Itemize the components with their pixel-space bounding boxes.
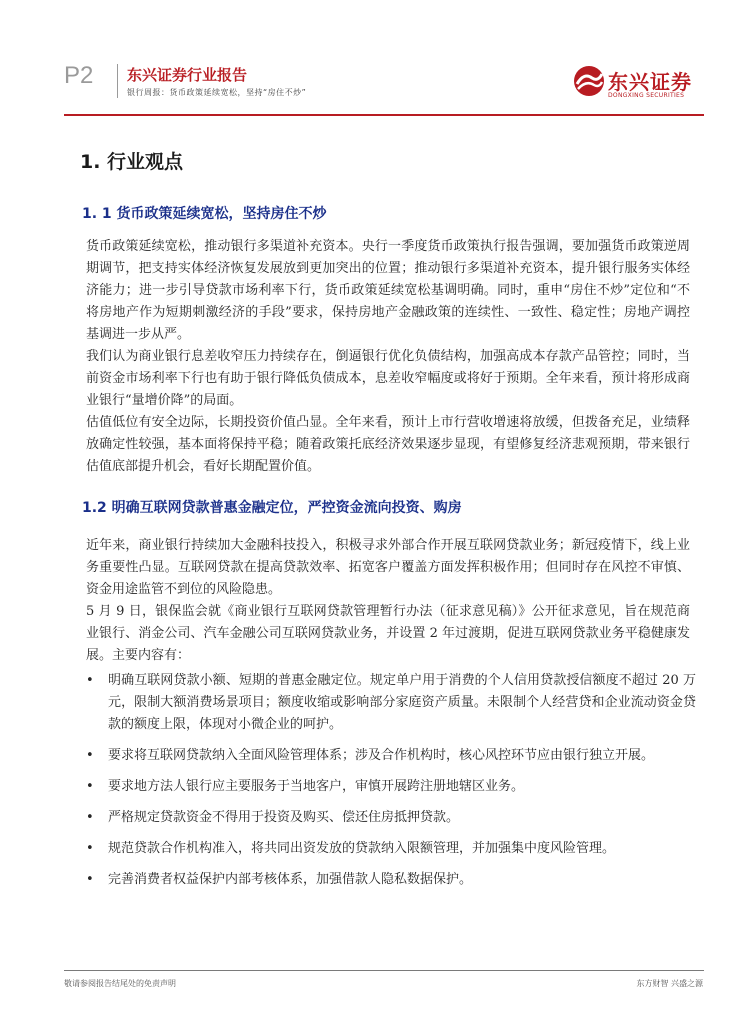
report-subtitle: 银行周报：货币政策延续宽松，坚持“房住不炒” — [127, 88, 307, 97]
paragraph: 估值低位有安全边际，长期投资价值凸显。全年来看，预计上市行营收增速将放缓，但拨备充足，业绩释放确定性较强，基本面将保持平稳；随着政策托底经济效果逐步显现，有望修复经济悲观预期，带来银行估值底部提升机会，看好长期配置价值。 — [86, 415, 690, 474]
logo-english-text: DONGXING SECURITIES — [608, 92, 685, 99]
bullet-list — [86, 670, 696, 891]
subsection-heading-1: 1. 1 货币政策延续宽松，坚持房住不炒 — [82, 206, 327, 222]
paragraph: 货币政策延续宽松，推动银行多渠道补充资本。央行一季度货币政策执行报告强调，要加强货币政策逆周期调节，把支持实体经济恢复发展放到更加突出的位置；推动银行多渠道补充资本，提升银行服务实体经济能力；进一步引导贷款市场利率下行，货币政策延续宽松基调明确。同时，重申“房住不炒”定位和“不将房地产作为短期刺激经济的手段”要求，保持房地产金融政策的连续性、一致性、稳定性；房地产调控基调进一步从严。 — [86, 239, 690, 342]
bullet-icon: • — [86, 810, 94, 825]
list-item-text: 明确互联网贷款小额、短期的普惠金融定位。规定单户用于消费的个人信用贷款授信额度不超过 20 万元，限制大额消费场景项目；额度收缩或影响部分家庭资产质量。未限制个人经营贷和企业流动资金贷款的额度上限，体现对小微企业的呵护。 — [108, 673, 696, 732]
list-item-text: 规范贷款合作机构准入，将共同出资发放的贷款纳入限额管理，并加强集中度风险管理。 — [108, 841, 616, 856]
paragraph: 近年来，商业银行持续加大金融科技投入，积极寻求外部合作开展互联网贷款业务；新冠疫情下，线上业务重要性凸显。互联网贷款在提高贷款效率、拓宽客户覆盖方面发挥积极作用；但同时存在风控不审慎、资金用途监管不到位的风险隐患。 — [86, 538, 690, 597]
list-item — [86, 838, 696, 860]
bullet-icon: • — [86, 673, 94, 688]
footer-disclaimer: 敬请参阅报告结尾处的免责声明 — [64, 979, 176, 988]
list-item-text: 完善消费者权益保护内部考核体系，加强借款人隐私数据保护。 — [108, 872, 473, 887]
bullet-icon: • — [86, 841, 94, 856]
subsection-heading-2: 1.2 明确互联网贷款普惠金融定位，严控资金流向投资、购房 — [82, 500, 462, 516]
list-item — [86, 776, 696, 798]
header-separator — [117, 64, 118, 98]
list-item — [86, 869, 696, 891]
footer-rule — [64, 970, 704, 971]
page-number: P2 — [64, 62, 94, 89]
bullet-icon: • — [86, 748, 94, 763]
list-item-text: 严格规定贷款资金不得用于投资及购买、偿还住房抵押贷款。 — [108, 810, 460, 825]
list-item-text: 要求地方法人银行应主要服务于当地客户，审慎开展跨注册地辖区业务。 — [108, 779, 525, 794]
page-header — [0, 0, 755, 110]
dongxing-logo-icon — [572, 64, 606, 98]
bullet-icon: • — [86, 872, 94, 887]
list-item — [86, 670, 696, 736]
section-heading: 1. 行业观点 — [80, 151, 184, 173]
paragraph: 5 月 9 日，银保监会就《商业银行互联网贷款管理暂行办法（征求意见稿）》公开征求意见，旨在规范商业银行、消金公司、汽车金融公司互联网贷款业务，并设置 2 年过渡期，促进互联网贷款业务平稳健康发展。主要内容有： — [86, 604, 690, 663]
header-rule — [64, 114, 704, 116]
footer-slogan: 东方财智 兴盛之源 — [636, 979, 703, 988]
logo-chinese-text: 东兴证券 — [608, 70, 692, 94]
list-item — [86, 807, 696, 829]
paragraph: 我们认为商业银行息差收窄压力持续存在，倒逼银行优化负债结构，加强高成本存款产品管控；同时，当前资金市场利率下行也有助于银行降低负债成本，息差收窄幅度或将好于预期。全年来看，预计将形成商业银行“量增价降”的局面。 — [86, 349, 690, 408]
bullet-icon: • — [86, 779, 94, 794]
list-item-text: 要求将互联网贷款纳入全面风险管理体系；涉及合作机构时，核心风控环节应由银行独立开展。 — [108, 748, 655, 763]
list-item — [86, 745, 696, 767]
report-brand-title: 东兴证券行业报告 — [127, 66, 248, 84]
company-logo — [572, 64, 702, 106]
